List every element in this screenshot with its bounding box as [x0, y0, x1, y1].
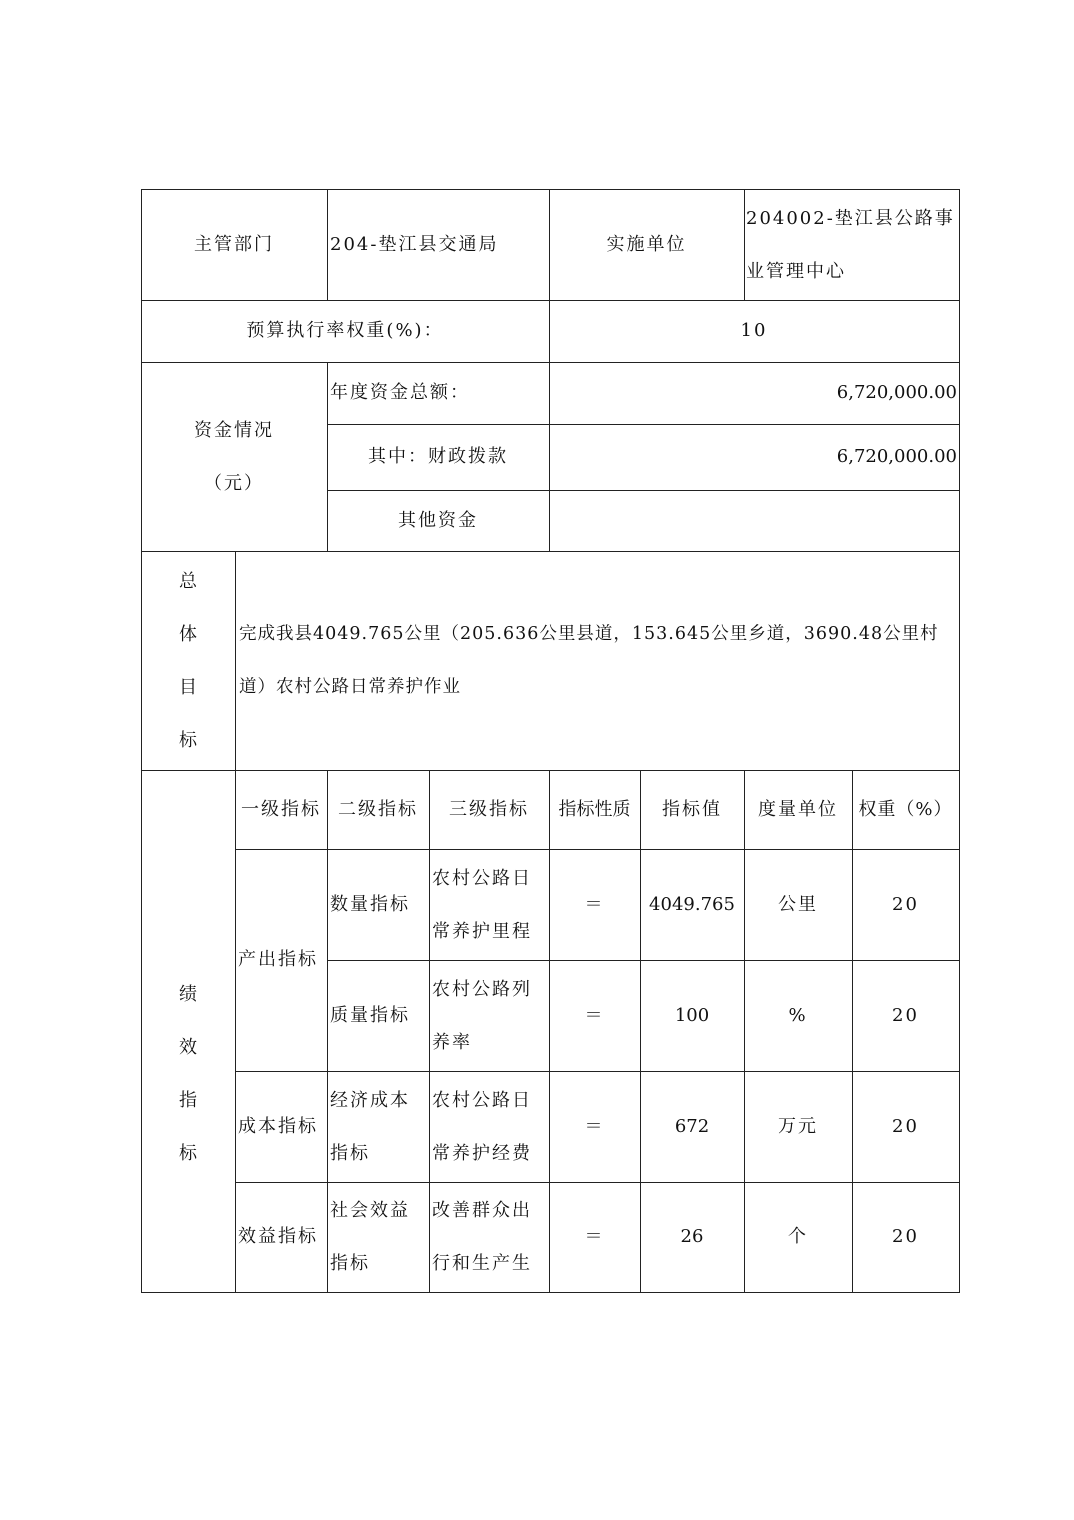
level3-cell: 农村公路列养率	[432, 978, 532, 1053]
goal-label-char: 标	[179, 729, 197, 751]
column-header: 指标值	[662, 798, 722, 820]
level3-cell: 农村公路日常养护里程	[432, 867, 532, 942]
funds-fiscal-value: 6,720,000.00	[836, 446, 957, 467]
performance-label-char: 指	[179, 1090, 197, 1111]
nature-cell: ＝	[584, 1226, 605, 1247]
funds-total-label: 年度资金总额：	[330, 382, 470, 403]
level2-cell: 社会效益指标	[330, 1200, 410, 1274]
column-header: 三级指标	[449, 798, 529, 820]
weight-cell: 20	[892, 1004, 919, 1026]
nature-cell: ＝	[584, 1004, 605, 1026]
unit-cell: 公里	[778, 893, 818, 915]
funds-label-block	[141, 362, 327, 551]
unit-cell: %	[788, 1004, 808, 1026]
weight-value: 10	[740, 320, 768, 341]
dept-label: 主管部门	[194, 233, 274, 255]
level2-cell: 经济成本指标	[330, 1089, 410, 1164]
funds-total-value: 6,720,000.00	[836, 382, 957, 403]
level3-cell: 改善群众出行和生产生	[432, 1200, 532, 1274]
dept-value: 204-垫江县交通局	[330, 233, 499, 255]
level1-cell: 产出指标	[238, 949, 318, 970]
value-cell: 100	[674, 1004, 710, 1026]
performance-label-char: 绩	[179, 984, 197, 1005]
level2-cell: 质量指标	[330, 1004, 410, 1026]
column-header: 指标性质	[558, 798, 631, 820]
weight-cell: 20	[892, 1226, 919, 1247]
weight-label: 预算执行率权重(%)：	[246, 320, 444, 341]
goal-label-char: 体	[179, 623, 197, 645]
value-cell: 26	[680, 1226, 704, 1247]
weight-cell: 20	[892, 893, 919, 915]
level1-cell: 效益指标	[238, 1226, 318, 1247]
column-header: 度量单位	[758, 798, 838, 820]
level1-cell: 成本指标	[238, 1115, 318, 1137]
goal-label-char: 总	[179, 570, 197, 592]
funds-other-label: 其他资金	[398, 509, 478, 531]
performance-label-char: 效	[179, 1037, 197, 1058]
nature-cell: ＝	[584, 1115, 605, 1137]
unit-cell: 万元	[778, 1115, 818, 1137]
goal-label	[141, 551, 235, 770]
column-header: 权重（%）	[858, 798, 953, 820]
funds-label: 资金情况	[194, 419, 274, 441]
value-cell: 4049.765	[649, 893, 735, 915]
unit-value: 204002-垫江县公路事业管理中心	[746, 207, 955, 282]
goal-label-char: 目	[179, 676, 197, 698]
goal-text: 完成我县4049.765公里（205.636公里县道，153.645公里乡道，3690.48公里村道）农村公路日常养护作业	[239, 623, 939, 697]
funds-fiscal-label: 其中：财政拨款	[368, 446, 508, 467]
level2-cell: 数量指标	[330, 893, 410, 915]
weight-cell: 20	[892, 1115, 919, 1137]
performance-label-char: 标	[179, 1143, 197, 1164]
level3-cell: 农村公路日常养护经费	[432, 1089, 532, 1164]
unit-cell: 个	[788, 1226, 808, 1247]
performance-label	[141, 770, 235, 1292]
value-cell: 672	[674, 1115, 710, 1137]
column-header: 一级指标	[241, 798, 321, 820]
funds-other-value	[549, 490, 959, 551]
column-header: 二级指标	[338, 798, 418, 820]
nature-cell: ＝	[584, 893, 605, 915]
funds-label-unit: （元）	[204, 472, 264, 494]
unit-label: 实施单位	[606, 233, 687, 255]
